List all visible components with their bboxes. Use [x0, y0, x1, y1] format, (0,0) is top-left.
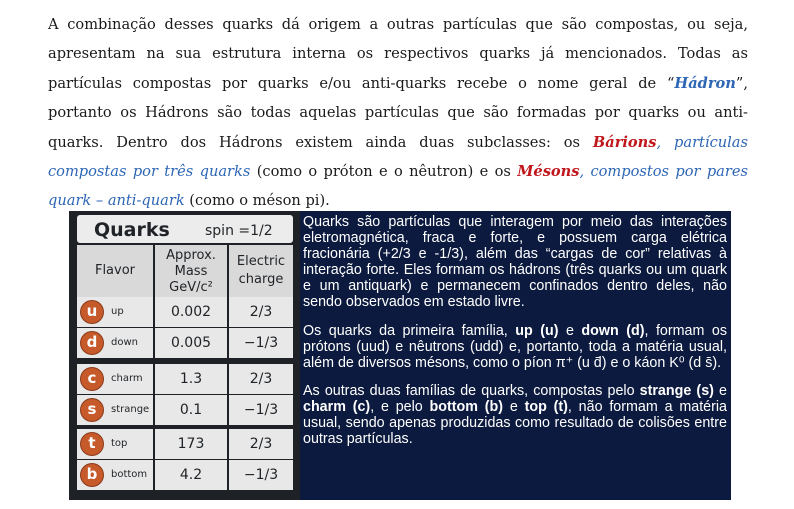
barions-description: , partículas compostas por três quarks: [48, 133, 749, 181]
quark-name: top: [111, 438, 128, 449]
quark-symbol: c: [81, 368, 103, 390]
table-spin: spin =1/2: [205, 223, 273, 239]
hadron-term: Hádron: [674, 74, 736, 92]
paragraph-text-4: (como o méson pi).: [184, 192, 330, 210]
description-paragraph-2: Os quarks da primeira família, up (u) e down (d), formam os prótons (uud) e nêutrons (udd) e, portanto, toda a matéria usual, além de diversos mésons, como o píon π⁺ (u d̄) e o káon K⁰ (d s̄).: [303, 322, 727, 371]
table-title-bar: [77, 215, 293, 243]
barions-term: Bárions: [592, 133, 657, 151]
paragraph-text-1: A combinação desses quarks dá origem a outras partículas que são compostas, ou seja, apresentam na sua estrutura interna os respectivos quarks já mencionados. Todas as partículas compostas por quarks e/ou anti-quarks recebe o nome geral de “: [48, 16, 748, 92]
mesons-term: Mésons: [517, 163, 580, 181]
quarks-table: [69, 211, 300, 500]
quark-name: charm: [111, 373, 143, 384]
quark-charge: −1/3: [229, 328, 293, 358]
quark-symbol: b: [81, 464, 103, 486]
header-mass: Approx. Mass GeV/c²: [155, 245, 227, 297]
quark-name: up: [111, 306, 124, 317]
paragraph-text-3: (como o próton e o nêutron) e os: [250, 163, 518, 181]
quark-row-bottom: [77, 460, 293, 490]
quark-symbol: d: [81, 332, 103, 354]
quarks-figure: [69, 211, 731, 500]
quark-mass: 0.002: [155, 297, 227, 327]
quark-name: strange: [111, 404, 150, 415]
quark-symbol: t: [81, 433, 103, 455]
quark-row-charm: [77, 364, 293, 394]
quark-symbol: u: [81, 301, 103, 323]
quark-mass: 1.3: [155, 364, 227, 394]
quark-symbol: s: [81, 399, 103, 421]
header-charge: Electric charge: [229, 245, 293, 297]
header-flavor: Flavor: [77, 245, 153, 297]
description-paragraph-3: As outras duas famílias de quarks, compostas pelo strange (s) e charm (c), e pelo bottom (b) e top (t), não formam a matéria usual, sendo apenas produzidas como resultado de colisões entre outras partículas.: [303, 382, 728, 448]
paragraph-text-2: ”, portanto os Hádrons são todas aquelas partículas que são formadas por quarks ou anti-quarks. Dentro dos Hádrons existem ainda duas subclasses: os: [48, 74, 748, 151]
quark-row-strange: [77, 395, 293, 425]
quark-name: bottom: [111, 469, 148, 480]
quark-charge: −1/3: [229, 395, 293, 425]
mesons-description: , compostos por pares quark – anti-quark: [48, 163, 748, 210]
quark-mass: 173: [155, 429, 227, 459]
quarks-description: [303, 214, 727, 459]
quark-row-top: [77, 429, 293, 459]
quark-charge: −1/3: [229, 460, 293, 490]
quark-row-down: [77, 328, 293, 358]
quark-mass: 0.1: [155, 395, 227, 425]
table-title: Quarks: [94, 219, 170, 241]
quark-charge: 2/3: [229, 297, 293, 327]
quark-name: down: [111, 337, 138, 348]
intro-paragraph: [48, 10, 748, 216]
quark-charge: 2/3: [229, 429, 293, 459]
description-paragraph-1: Quarks são partículas que interagem por meio das interações eletromagnética, fraca e forte, e possuem carga elétrica fracionária (+2/3 e -1/3), além das “cargas de cor” relativas à interação forte. Eles formam os hádrons (três quarks ou um quark e um antiquark) e permanecem confinados dentro deles, não sendo observados em estado livre.: [303, 214, 727, 311]
quark-mass: 4.2: [155, 460, 227, 490]
quark-mass: 0.005: [155, 328, 227, 358]
quark-row-up: [77, 297, 293, 327]
quark-charge: 2/3: [229, 364, 293, 394]
